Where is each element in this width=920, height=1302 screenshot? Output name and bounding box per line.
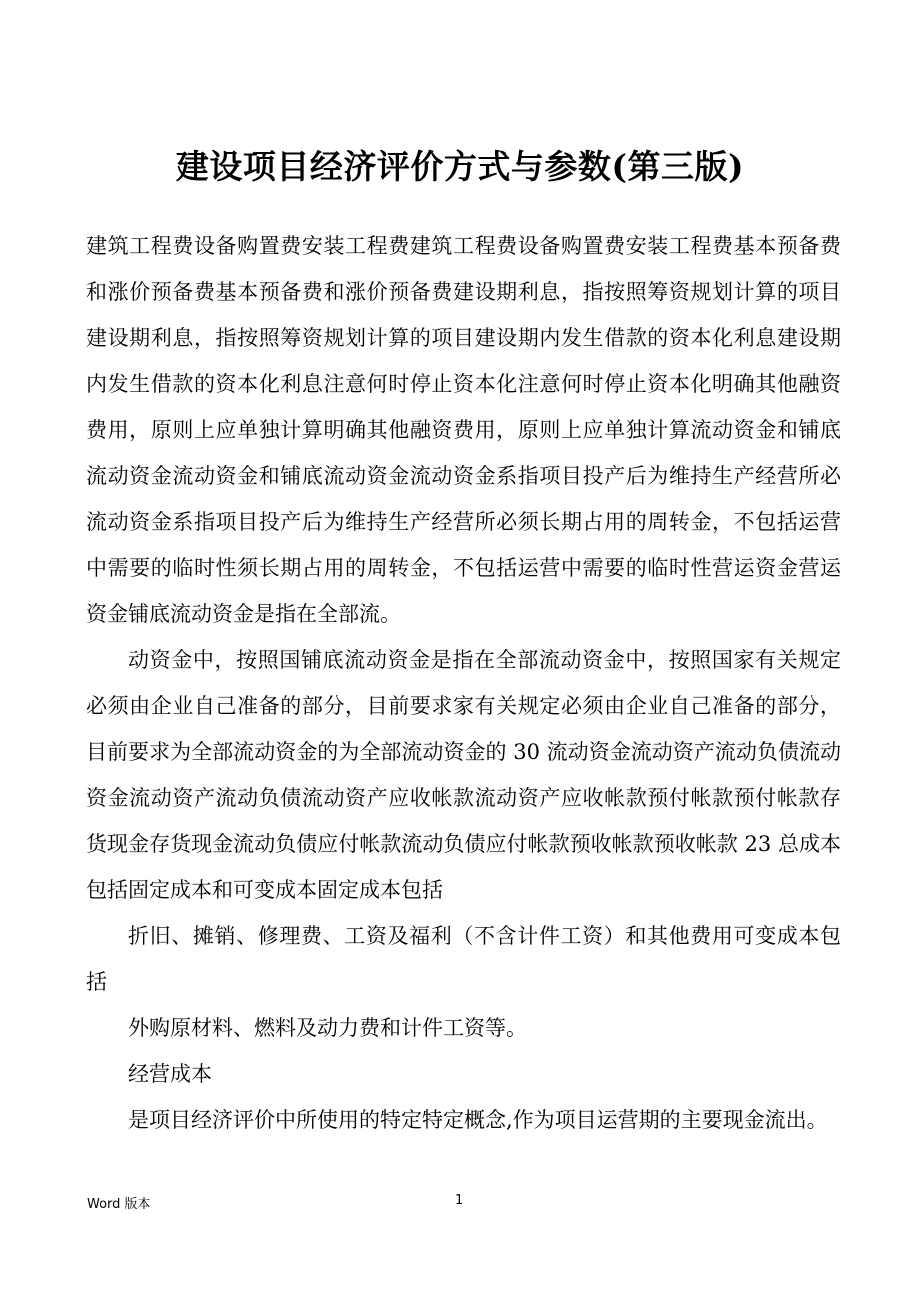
document-title: 建设项目经济评价方式与参数(第三版) (175, 147, 745, 186)
paragraph-6: 是项目经济评价中所使用的特定特定概念,作为项目运营期的主要现金流出。 (128, 1108, 828, 1132)
page-number: 1 (455, 1193, 464, 1208)
paragraph-4: 外购原材料、燃料及动力费和计件工资等。 (128, 1016, 527, 1040)
paragraph-5: 经营成本 (128, 1062, 212, 1086)
document-body (86, 223, 841, 1143)
paragraph-2: 动资金中，按照国铺底流动资金是指在全部流动资金中，按照国家有关规定必须由企业自己准备的部分，目前要求家有关规定必须由企业自己准备的部分，目前要求为全部流动资金的为全部流动资金的 30 流动资金流动资产流动负债流动资金流动资产流动负债流动资产应收帐款流动资产应收帐款预付帐款预付帐款存货现金存货现金流动负债应付帐款流动负债应付帐款预收帐款预收帐款 23 总成本包括固定成本和可变成本固定成本包括 (86, 648, 841, 902)
paragraph-3: 折旧、摊销、修理费、工资及福利（不含计件工资）和其他费用可变成本包括 (86, 924, 841, 994)
paragraph-1: 建筑工程费设备购置费安装工程费建筑工程费设备购置费安装工程费基本预备费和涨价预备费基本预备费和涨价预备费建设期利息，指按照筹资规划计算的项目建设期利息，指按照筹资规划计算的项目建设期内发生借款的资本化利息建设期内发生借款的资本化利息注意何时停止资本化注意何时停止资本化明确其他融资费用，原则上应单独计算明确其他融资费用，原则上应单独计算流动资金和铺底流动资金流动资金和铺底流动资金流动资金系指项目投产后为维持生产经营所必流动资金系指项目投产后为维持生产经营所必须长期占用的周转金，不包括运营中需要的临时性须长期占用的周转金，不包括运营中需要的临时性营运资金营运资金铺底流动资金是指在全部流。 (86, 234, 841, 626)
footer-label: Word 版本 (87, 1197, 151, 1212)
